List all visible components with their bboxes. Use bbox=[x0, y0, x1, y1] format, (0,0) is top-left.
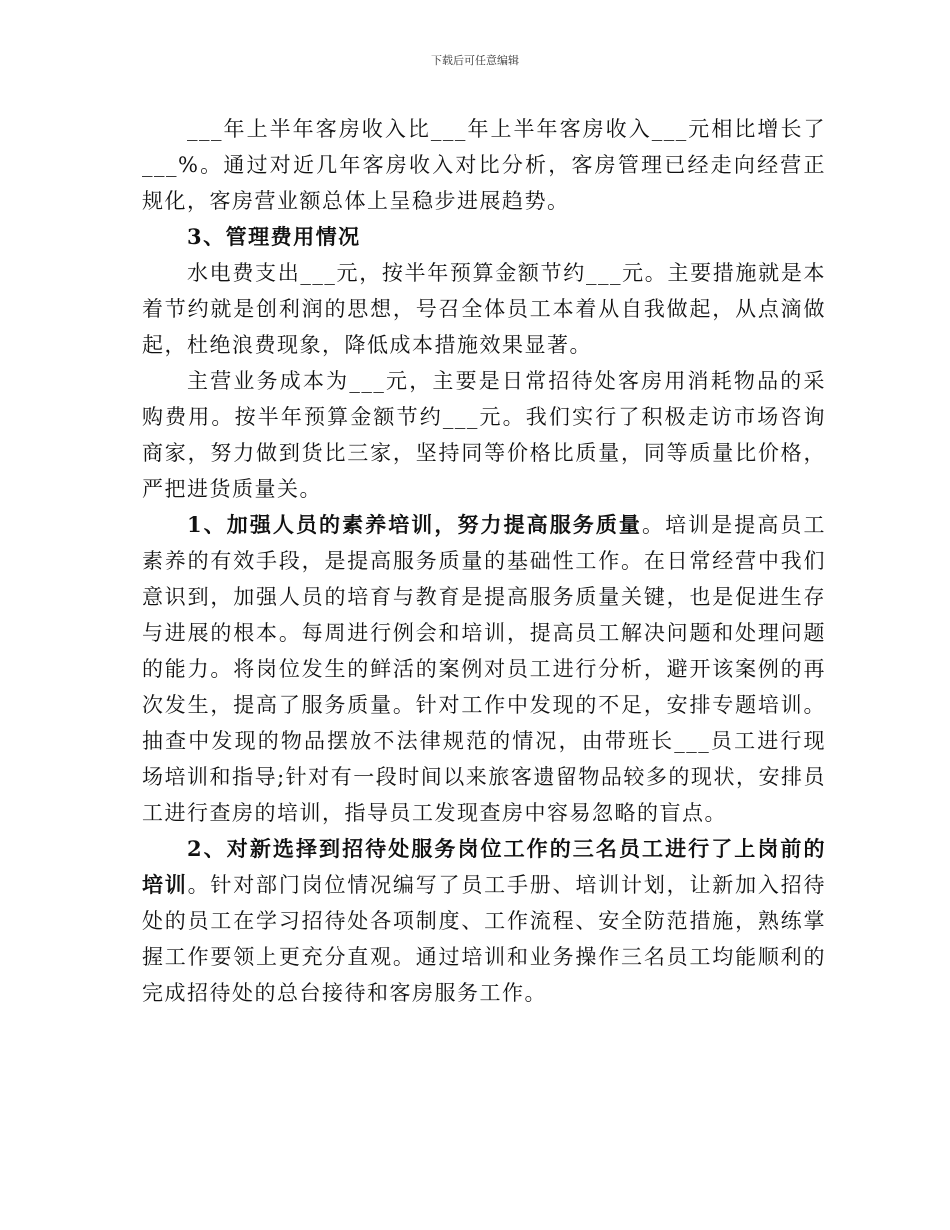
paragraph-staff-training-text: 。培训是提高员工素养的有效手段，是提高服务质量的基础性工作。在日常经营中我们意识到，加强人员的培育与教育是提高服务质量关键，也是促进生存与进展的根本。每周进行例会和培训，提高员工解决问题和处理问题的能力。将岗位发生的鲜活的案例对员工进行分析，避开该案例的再次发生，提高了服务质量。针对工作中发现的不足，安排专题培训。抽查中发现的物品摆放不法律规范的情况，由带班长___员工进行现场培训和指导;针对有一段时间以来旅客遗留物品较多的现状，安排员工进行查房的培训，指导员工发现查房中容易忽略的盲点。 bbox=[142, 513, 826, 825]
paragraph-new-staff-training bbox=[142, 831, 826, 1011]
page-header-note: 下载后可任意编辑 bbox=[431, 54, 519, 67]
section-heading-management-costs: 3、管理费用情况 bbox=[187, 224, 361, 249]
paragraph-utilities: 水电费支出___元，按半年预算金额节约___元。主要措施就是本着节约就是创利润的思想，号召全体员工本着从自我做起，从点滴做起，杜绝浪费现象，降低成本措施效果显著。 bbox=[142, 261, 826, 357]
paragraph-staff-training bbox=[142, 507, 826, 831]
document-body bbox=[142, 111, 826, 1011]
paragraph-room-revenue: ___年上半年客房收入比___年上半年客房收入___元相比增长了___%。通过对近几年客房收入对比分析，客房管理已经走向经营正规化，客房营业额总体上呈稳步进展趋势。 bbox=[142, 117, 826, 213]
paragraph-operating-costs: 主营业务成本为___元，主要是日常招待处客房用消耗物品的采购费用。按半年预算金额节约___元。我们实行了积极走访市场咨询商家，努力做到货比三家，坚持同等价格比质量，同等质量比价格，严把进货质量关。 bbox=[142, 369, 826, 501]
paragraph-new-staff-training-heading: 2、对新选择到招待处服务岗位工作的三名员工进行了上岗前的培训 bbox=[142, 836, 826, 897]
paragraph-staff-training-heading: 1、加强人员的素养培训，努力提高服务质量 bbox=[187, 512, 642, 537]
paragraph-new-staff-training-text: 。针对部门岗位情况编写了员工手册、培训计划，让新加入招待处的员工在学习招待处各项制度、工作流程、安全防范措施，熟练掌握工作要领上更充分直观。通过培训和业务操作三名员工均能顺利的完成招待处的总台接待和客房服务工作。 bbox=[142, 873, 827, 1005]
